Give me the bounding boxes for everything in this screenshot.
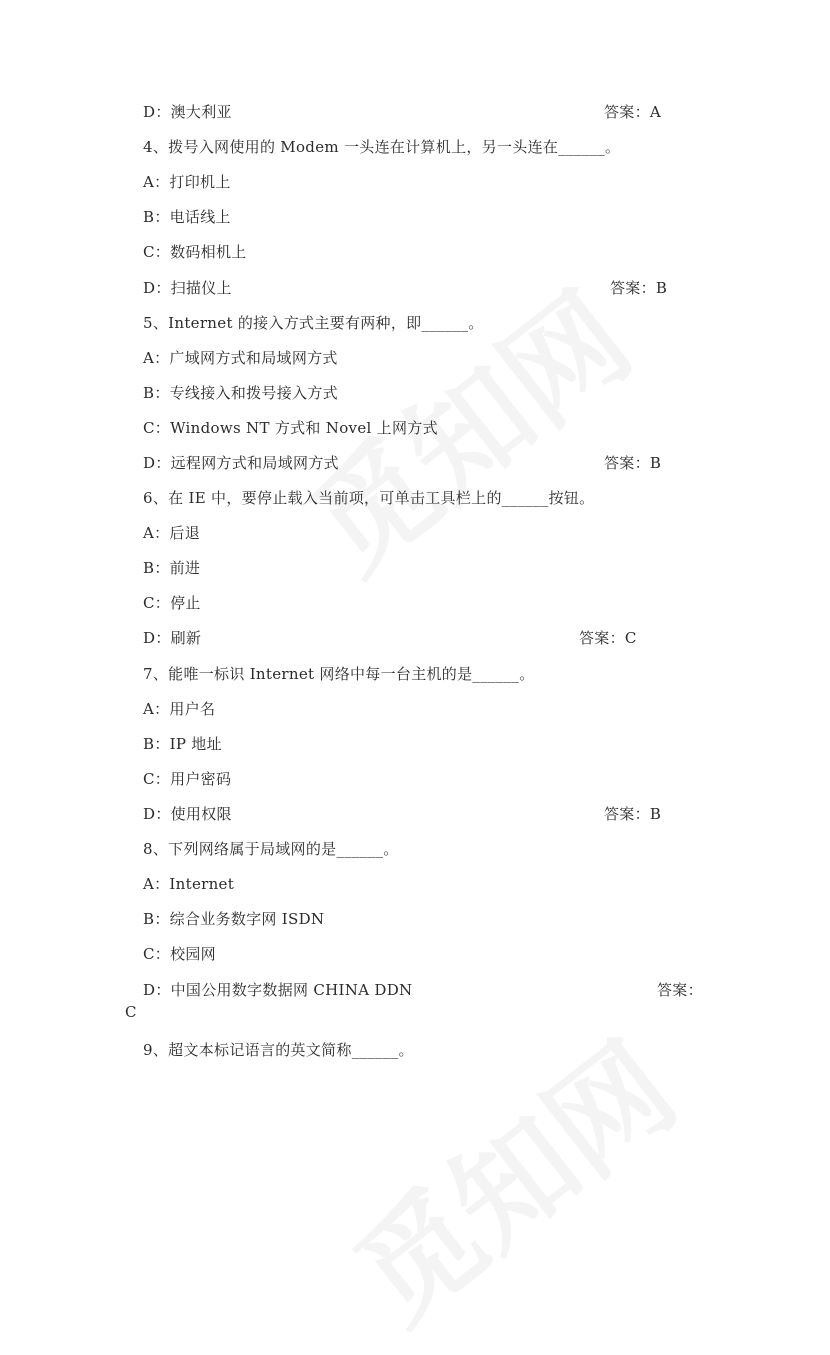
q5-option-d: D：远程网方式和局域网方式 [143,454,339,472]
q7-option-c: C：用户密码 [143,770,232,788]
question-7: 7、能唯一标识 Internet 网络中每一台主机的是______。 [143,665,535,683]
question-5: 5、Internet 的接入方式主要有两种，即______。 [143,314,484,332]
answer-q4: 答案：B [610,279,668,297]
q5-option-b: B：专线接入和拨号接入方式 [143,384,338,402]
q7-option-a: A：用户名 [143,700,216,718]
option-d-australia: D：澳大利亚 [143,103,232,121]
q8-option-b: B：综合业务数字网 ISDN [143,910,325,928]
question-8: 8、下列网络属于局域网的是______。 [143,840,399,858]
q4-option-b: B：电话线上 [143,208,231,226]
answer-q7: 答案：B [604,805,662,823]
q6-option-c: C：停止 [143,594,201,612]
q6-option-a: A：后退 [143,524,201,542]
q5-option-c: C：Windows NT 方式和 Novel 上网方式 [143,419,438,437]
q8-option-c: C：校园网 [143,945,216,963]
question-9: 9、超文本标记语言的英文简称______。 [143,1041,414,1059]
q7-option-d: D：使用权限 [143,805,232,823]
q5-option-a: A：广域网方式和局域网方式 [143,349,338,367]
q8-option-a: A：Internet [143,875,235,893]
question-6: 6、在 IE 中，要停止载入当前项，可单击工具栏上的______按钮。 [143,489,595,507]
q6-option-b: B：前进 [143,559,201,577]
answer-q8-value: C [125,1003,137,1021]
question-4: 4、拨号入网使用的 Modem 一头连在计算机上，另一头连在______。 [143,138,621,156]
q4-option-a: A：打印机上 [143,173,231,191]
q4-option-d: D：扫描仪上 [143,279,232,297]
q6-option-d: D：刷新 [143,629,202,647]
answer-q6: 答案：C [579,629,637,647]
q4-option-c: C：数码相机上 [143,243,247,261]
answer-q5: 答案：B [604,454,662,472]
answer-q3: 答案：A [604,103,662,121]
answer-q8-label: 答案： [657,981,703,999]
q8-option-d: D：中国公用数字数据网 CHINA DDN [143,981,413,999]
q7-option-b: B：IP 地址 [143,735,222,753]
